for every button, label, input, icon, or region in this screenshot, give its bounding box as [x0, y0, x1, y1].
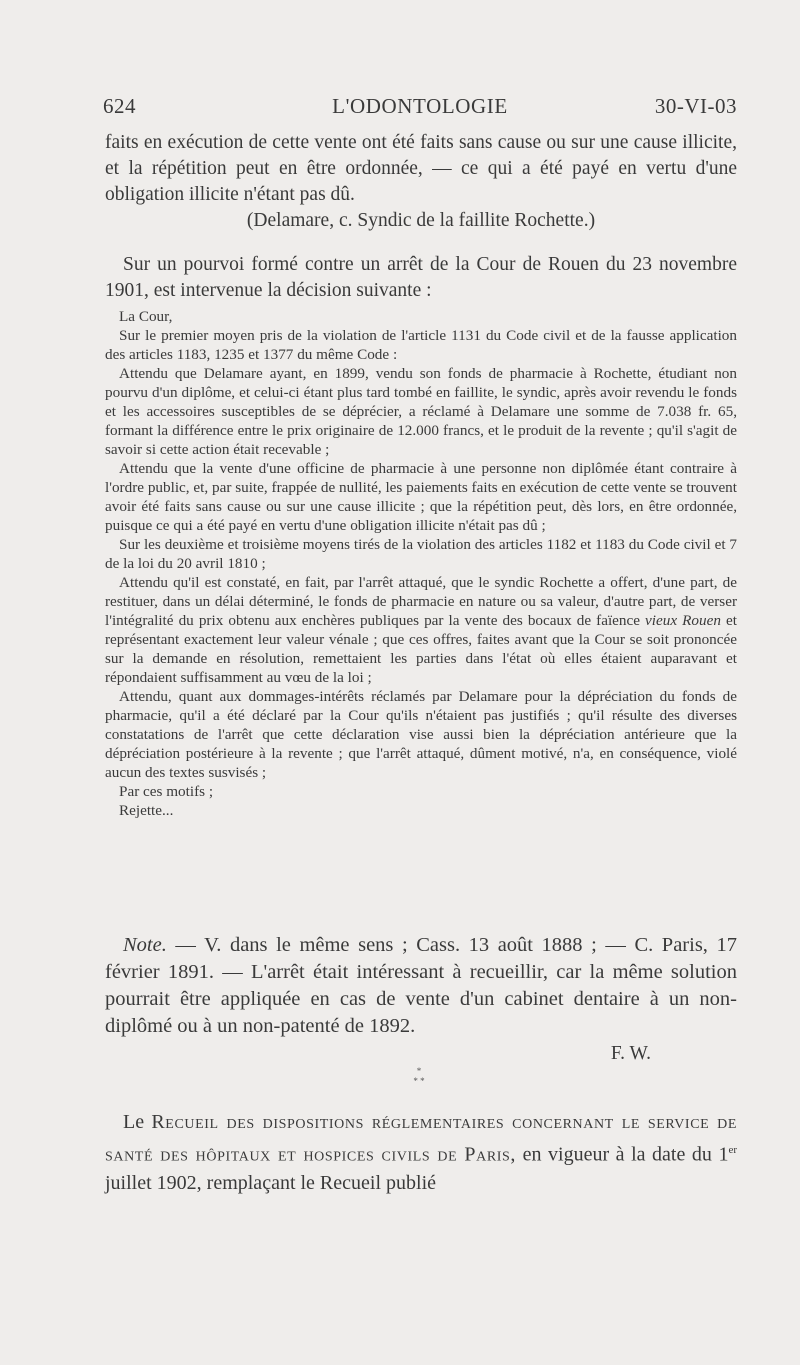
note-block [105, 932, 737, 1067]
pourvoi-block [105, 252, 737, 304]
first-word: Le [123, 1111, 145, 1133]
decision-paragraph: Attendu que Delamare ayant, en 1899, vendu son fonds de pharmacie à Rochette, étudiant non pourvu d'un diplôme, et celui-ci étant plus tard tombé en faillite, le syndic, après avoir revendu le fonds et les accessoires susceptibles de se déprécier, a réclamé à Delamare une somme de 7.038 fr. 65, formant la différence entre le prix originaire de 12.000 francs, et le produit de la revente ; qu'il s'agit de savoir si cette action était recevable ; [105, 365, 737, 458]
recueil-text-end: juillet 1902, remplaçant le Recueil publié [105, 1171, 437, 1194]
decision-paragraph: Attendu, quant aux dommages-intérêts réclamés par Delamare pour la dépréciation du fonds de pharmacie, qu'il a été déclaré par la Cour qu'ils n'étaient pas justifiés ; qu'il résulte des diverses constatations de l'arrêt que cette déclaration vise aussi bien la dépréciation antérieure que la dépréciation postérieure à la revente ; que l'arrêt attaqué, dûment motivé, n'a, en conséquence, violé aucun des textes susvisés ; [105, 688, 737, 781]
rejette: Rejette... [119, 802, 174, 819]
note-text: — V. dans le même sens ; Cass. 13 août 1888 ; — C. Paris, 17 février 1891. — L'arrêt était intéressant à recueillir, car la même solution pourrait être appliquée en cas de vente d'un cabinet dentaire à un non-diplômé ou à un non-patenté de 1892. [105, 934, 737, 1037]
note-label: Note. [123, 934, 167, 956]
italic-term: vieux Rouen [645, 612, 721, 629]
recueil-paragraph [105, 1108, 737, 1197]
paragraph-text: Attendu qu'il est constaté, en fait, par l'arrêt attaqué, que le syndic Rochette a offert, d'une part, de restituer, dans un délai déterminé, le fonds de pharmacie en nature ou sa valeur, d'autre part, de verser l'intégralité du prix obtenu aux enchères publiques par la vente des bocaux de faïence [105, 574, 737, 629]
pourvoi-paragraph: Sur un pourvoi formé contre un arrêt de la Cour de Rouen du 23 novembre 1901, est intervenue la décision suivante : [105, 254, 737, 301]
recueil-text: en vigueur à la date du 1 [516, 1143, 729, 1166]
recueil-title: Recueil des dispositions réglementaires concernant le service de santé des hôpitaux et hospices civils de Paris, [105, 1111, 737, 1166]
decision-paragraph: La Cour, [119, 308, 173, 325]
case-citation: (Delamare, c. Syndic de la faillite Rochette.) [246, 210, 596, 231]
note-paragraph [105, 932, 737, 1040]
recueil-block [105, 1108, 737, 1197]
decision-paragraph: Attendu que la vente d'une officine de pharmacie à une personne non diplômée étant contraire à l'ordre public, et, par suite, frappée de nullité, les paiements faits en exécution de cette vente se trouvent avoir été faits sans cause ou sur une cause illicite ; que la répétition peut, dès lors, en être ordonnée, puisque ce qui a été payé en vertu d'une obligation illicite n'était pas dû ; [105, 460, 737, 534]
intro-paragraph: faits en exécution de cette vente ont été faits sans cause ou sur une cause illicite, et la répétition peut en être ordonnée, — ce qui a été payé en vertu d'une obligation illicite n'étant pas dû. [105, 132, 737, 205]
separator-stars: * * [413, 1076, 425, 1086]
separator-star: * [416, 1066, 422, 1076]
par-ces-motifs: Par ces motifs ; [119, 783, 214, 800]
signature: F. W. [610, 1043, 651, 1064]
decision-paragraph: Sur les deuxième et troisième moyens tirés de la violation des articles 1182 et 1183 du Code civil et 7 de la loi du 20 avril 1810 ; [105, 536, 737, 572]
decision-paragraph: Sur le premier moyen pris de la violation de l'article 1131 du Code civil et de la fausse application des articles 1183, 1235 et 1377 du même Code : [105, 327, 737, 363]
section-separator [404, 1066, 434, 1086]
issue-date: 30-VI-03 [654, 94, 737, 118]
superscript: er [728, 1144, 738, 1156]
intro-block [105, 130, 737, 234]
court-decision [105, 307, 737, 820]
paragraph-text: et représentant exactement leur valeur vénale ; que ces offres, faites avant que la Cour se soit prononcée sur la demande en résolution, remettaient les parties dans l'état où elles étaient auparavant et répondaient suffisamment au vœu de la loi ; [105, 612, 737, 686]
decision-paragraph-offres [105, 573, 737, 687]
running-header [103, 94, 737, 124]
running-title: L'ODONTOLOGIE [332, 94, 508, 118]
page-number: 624 [103, 94, 136, 118]
